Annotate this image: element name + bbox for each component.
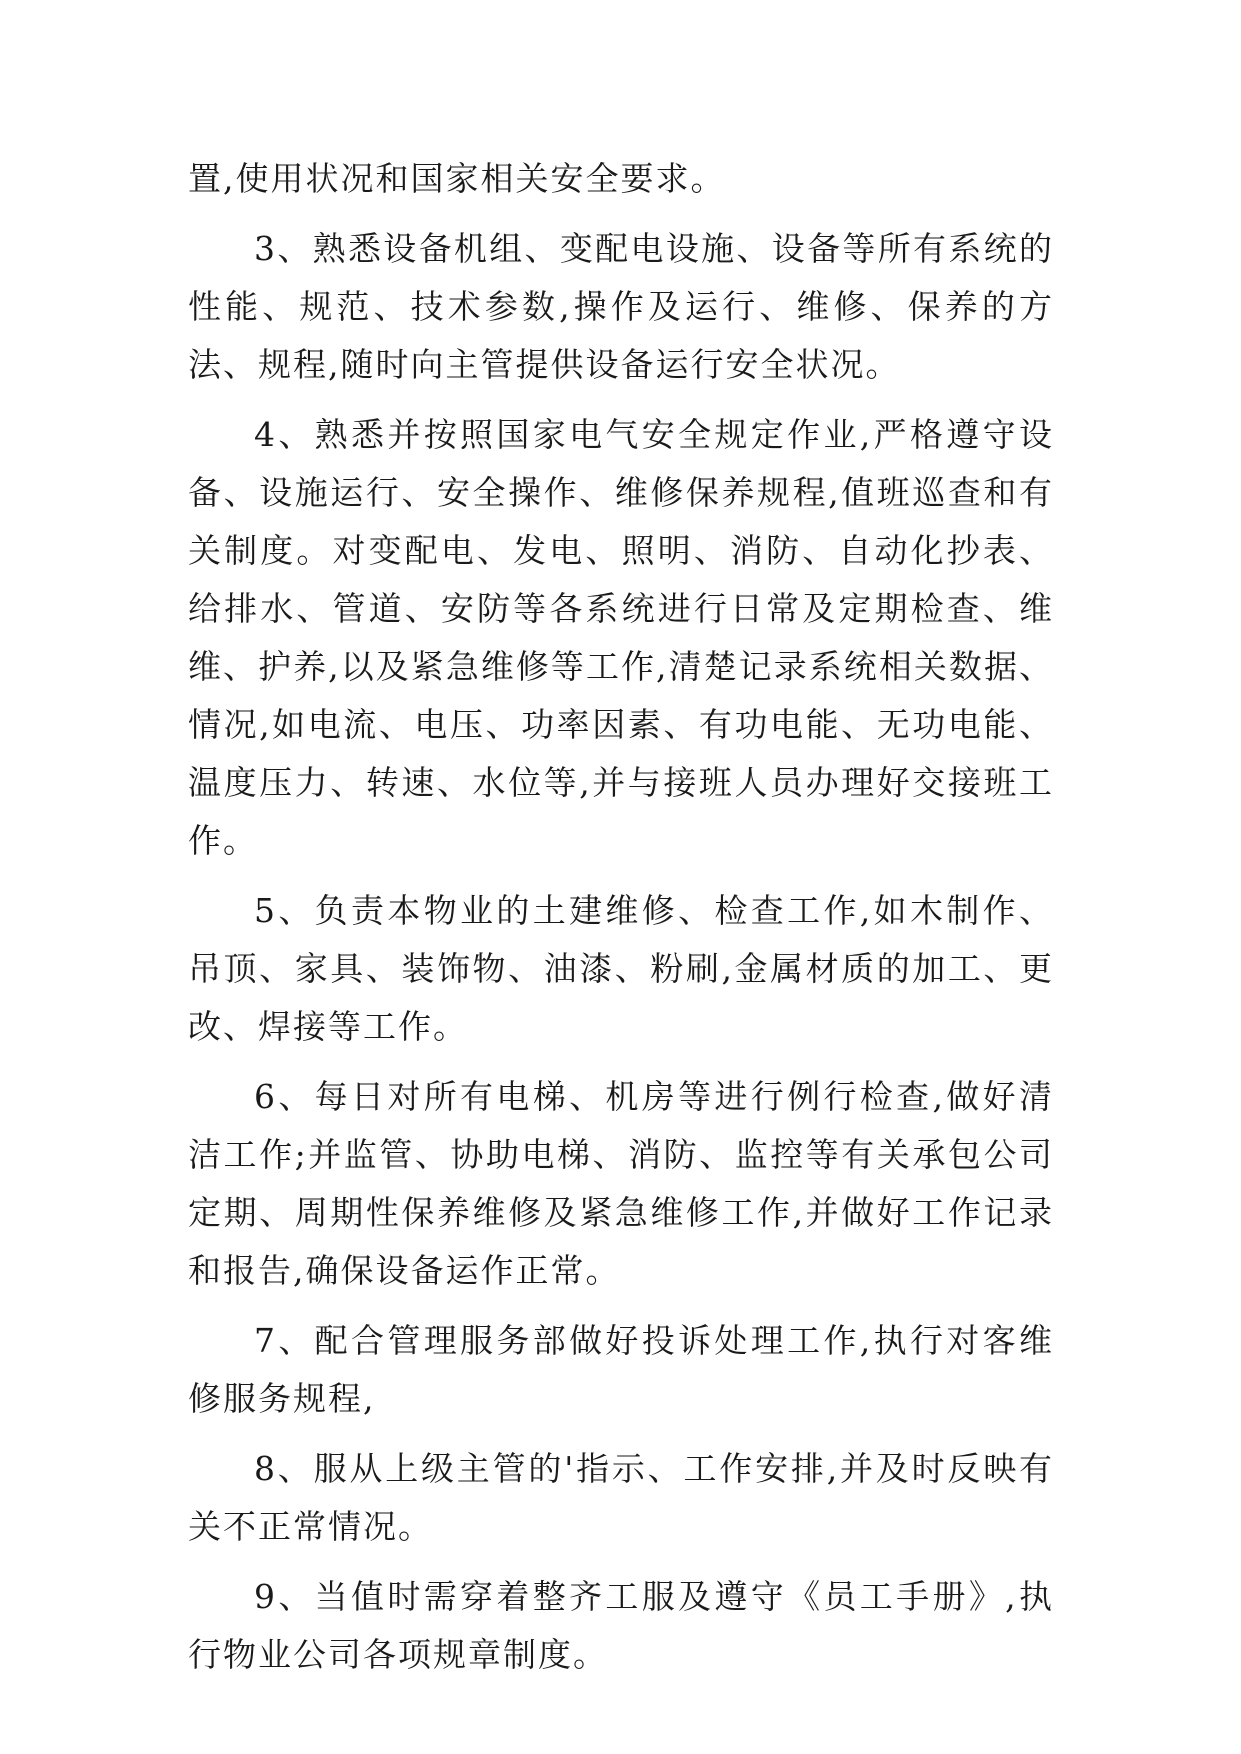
paragraph-item-5: 5、负责本物业的土建维修、检查工作,如木制作、吊顶、家具、装饰物、油漆、粉刷,金属材质的加工、更改、焊接等工作。 — [188, 891, 1054, 1046]
paragraph-continuation: 置,使用状况和国家相关安全要求。 — [188, 159, 726, 198]
paragraph-item-4: 4、熟悉并按照国家电气安全规定作业,严格遵守设备、设施运行、安全操作、维修保养规程,值班巡查和有关制度。对变配电、发电、照明、消防、自动化抄表、给排水、管道、安防等各系统进行日常及定期检查、维维、护养,以及紧急维修等工作,清楚记录系统相关数据、情况,如电流、电压、功率因素、有功电能、无功电能、温度压力、转速、水位等,并与接班人员办理好交接班工作。 — [188, 415, 1054, 860]
paragraph-item-6: 6、每日对所有电梯、机房等进行例行检查,做好清洁工作;并监管、协助电梯、消防、监控等有关承包公司定期、周期性保养维修及紧急维修工作,并做好工作记录和报告,确保设备运作正常。 — [188, 1077, 1054, 1290]
paragraph-item-7: 7、配合管理服务部做好投诉处理工作,执行对客维修服务规程, — [188, 1321, 1054, 1418]
document-body — [188, 150, 1054, 1696]
paragraph-item-3: 3、熟悉设备机组、变配电设施、设备等所有系统的性能、规范、技术参数,操作及运行、维修、保养的方法、规程,随时向主管提供设备运行安全状况。 — [188, 229, 1054, 384]
paragraph-item-8: 8、服从上级主管的'指示、工作安排,并及时反映有关不正常情况。 — [188, 1449, 1054, 1546]
paragraph-item-9: 9、当值时需穿着整齐工服及遵守《员工手册》,执行物业公司各项规章制度。 — [188, 1577, 1054, 1674]
